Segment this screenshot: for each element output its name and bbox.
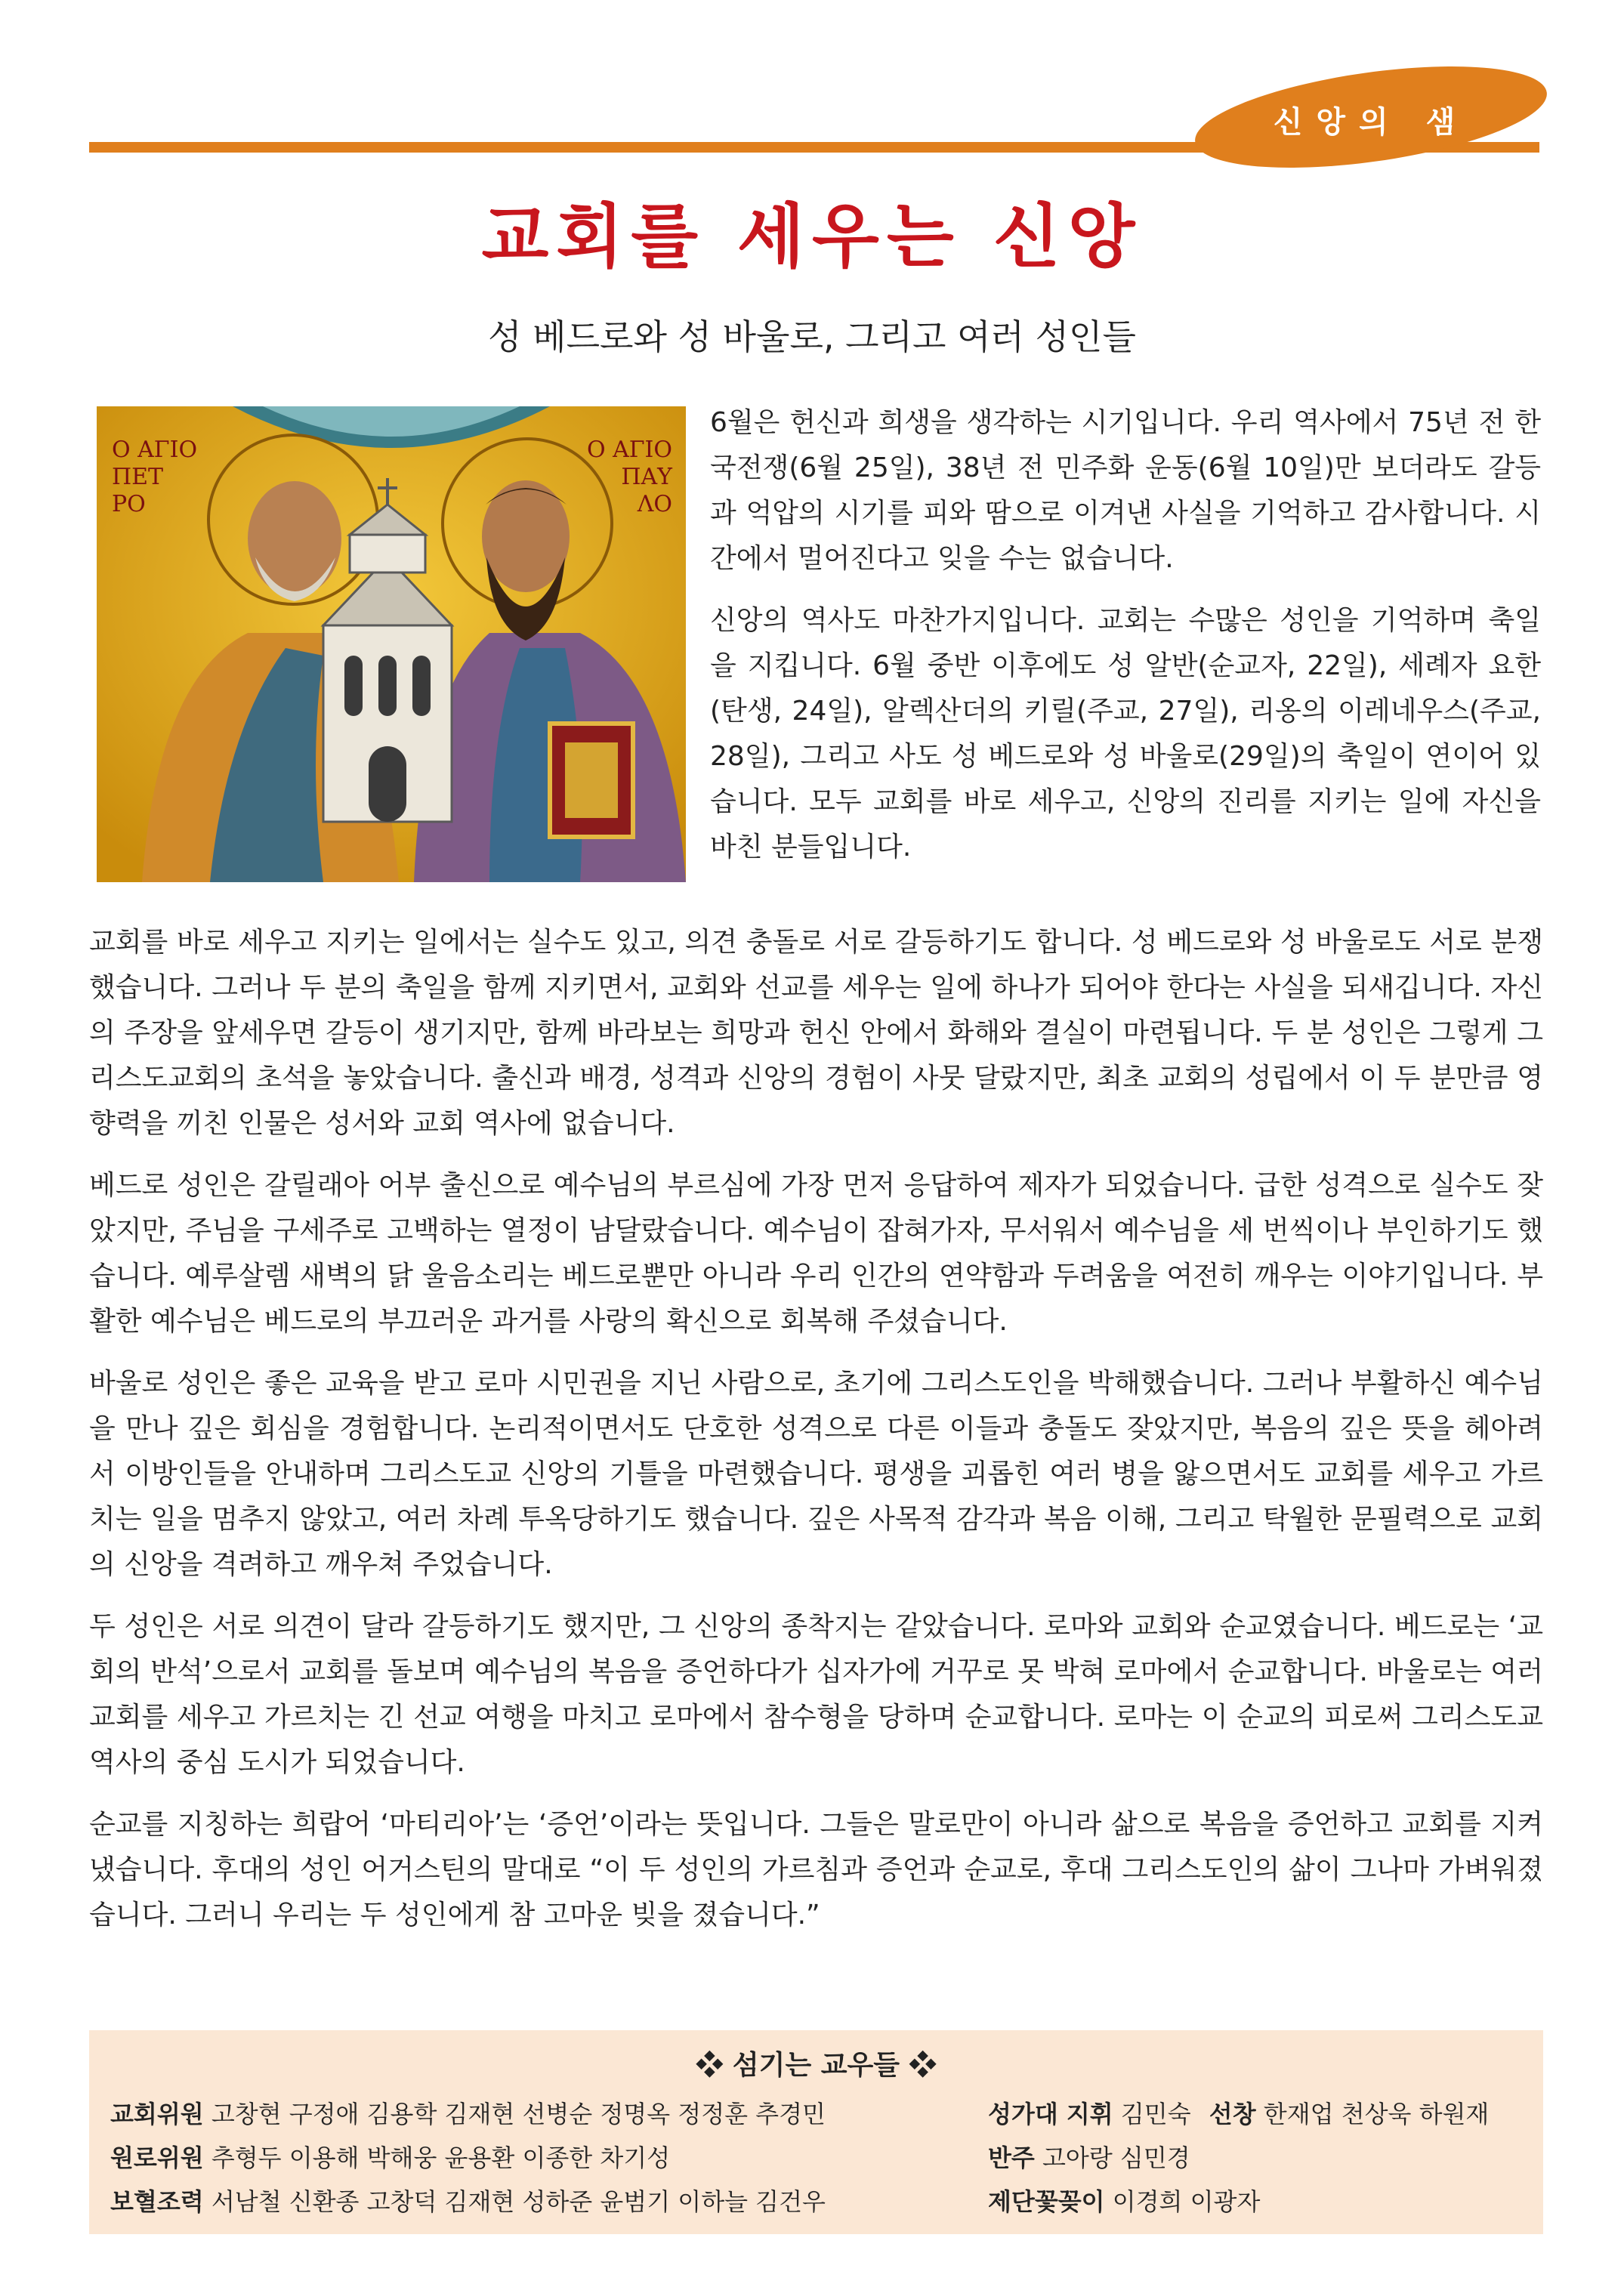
lead-paragraph: 6월은 헌신과 희생을 생각하는 시기입니다. 우리 역사에서 75년 전 한국전쟁(6월 25일), 38년 전 민주화 운동(6월 10일)만 보더라도 갈등과 억압의 시기를 피와 땀으로 이겨낸 사실을 기억하고 감사합니다. 시간에서 멀어진다고 잊을 수는 없습니다. bbox=[710, 407, 1541, 574]
minister-role: 선창 bbox=[1209, 2100, 1256, 2128]
body-paragraph: 바울로 성인은 좋은 교육을 받고 로마 시민권을 지닌 사람으로, 초기에 그리스도인을 박해했습니다. 그러나 부활하신 예수님을 만나 깊은 회심을 경험합니다. 논리적이면서도 단호한 성격으로 다른 이들과 충돌도 잦았지만, 복음의 깊은 뜻을 헤아려서 이방인들을 안내하며 그리스도교 신앙의 기틀을 마련했습니다. 평생을 괴롭힌 여러 병을 앓으면서도 교회를 세우고 가르치는 일을 멈추지 않았고, 여러 차례 투옥당하기도 했습니다. 깊은 사목적 감각과 복음 이해, 그리고 탁월한 문필력으로 교회의 신앙을 격려하고 깨우쳐 주었습니다. bbox=[89, 1368, 1543, 1580]
minister-role: 교회위원 bbox=[110, 2100, 204, 2128]
minister-names: 고아랑 심민경 bbox=[1042, 2144, 1190, 2172]
minister-names: 고창현 구정애 김용학 김재현 선병순 정명옥 정정훈 추경민 bbox=[211, 2100, 826, 2128]
minister-role: 제단꽃꽂이 bbox=[988, 2187, 1105, 2216]
minister-row bbox=[988, 2092, 1489, 2136]
minister-names: 추형두 이용해 박해웅 윤용환 이종한 차기성 bbox=[211, 2144, 671, 2172]
ministers-box bbox=[89, 2030, 1543, 2234]
body-paragraph: 두 성인은 서로 의견이 달라 갈등하기도 했지만, 그 신앙의 종착지는 같았습니다. 로마와 교회와 순교였습니다. 베드로는 ‘교회의 반석’으로서 교회를 돌보며 예수님의 복음을 증언하다가 십자가에 거꾸로 못 박혀 로마에서 순교합니다. 바울로는 여러 교회를 세우고 가르치는 긴 선교 여행을 마치고 로마에서 참수형을 당하며 순교합니다. 로마는 이 순교의 피로써 그리스도교 역사의 중심 도시가 되었습니다. bbox=[89, 1611, 1543, 1778]
ministers-left-column bbox=[110, 2092, 826, 2224]
minister-row bbox=[988, 2136, 1489, 2180]
minister-names: 이경희 이광자 bbox=[1112, 2187, 1261, 2216]
saints-icon-image bbox=[97, 406, 686, 882]
body-paragraph: 교회를 바로 세우고 지키는 일에서는 실수도 있고, 의견 충돌로 서로 갈등하기도 합니다. 성 베드로와 성 바울로도 서로 분쟁했습니다. 그러나 두 분의 축일을 함께 지키면서, 교회와 선교를 세우는 일에 하나가 되어야 한다는 사실을 되새깁니다. 자신의 주장을 앞세우면 갈등이 생기지만, 함께 바라보는 희망과 헌신 안에서 화해와 결실이 마련됩니다. 두 분 성인은 그렇게 그리스도교회의 초석을 놓았습니다. 출신과 배경, 성격과 신앙의 경험이 사뭇 달랐지만, 최초 교회의 성립에서 이 두 분만큼 영향력을 끼친 인물은 성서와 교회 역사에 없습니다. bbox=[89, 927, 1543, 1139]
minister-row bbox=[110, 2136, 826, 2180]
minister-names: 한재업 천상욱 하원재 bbox=[1263, 2100, 1490, 2128]
body-paragraph: 순교를 지칭하는 희랍어 ‘마티리아’는 ‘증언’이라는 뜻입니다. 그들은 말로만이 아니라 삶으로 복음을 증언하고 교회를 지켜냈습니다. 후대의 성인 어거스틴의 말대로 “이 두 성인의 가르침과 증언과 순교로, 후대 그리스도인의 삶이 그나마 가벼워졌습니다. 그러니 우리는 두 성인에게 참 고마운 빚을 졌습니다.” bbox=[89, 1809, 1543, 1931]
ministers-right-column bbox=[988, 2092, 1489, 2224]
left-inscription: Ο ΑΓΙΟ ΠΕΤ ΡΟ bbox=[112, 437, 198, 517]
minister-role: 원로위원 bbox=[110, 2144, 204, 2172]
lead-paragraph: 신앙의 역사도 마찬가지입니다. 교회는 수많은 성인을 기억하며 축일을 지킵니다. 6월 중반 이후에도 성 알반(순교자, 22일), 세례자 요한(탄생, 24일), 알렉산더의 키릴(주교, 27일), 리옹의 이레네우스(주교, 28일), 그리고 사도 성 베드로와 성 바울로(29일)의 축일이 연이어 있습니다. 모두 교회를 바로 세우고, 신앙의 진리를 지키는 일에 자신을 바친 분들입니다. bbox=[710, 605, 1541, 863]
lead-text bbox=[710, 400, 1541, 887]
minister-row bbox=[110, 2092, 826, 2136]
minister-role: 보혈조력 bbox=[110, 2187, 204, 2216]
minister-row bbox=[988, 2180, 1489, 2224]
article-body bbox=[89, 920, 1543, 1955]
right-inscription: Ο ΑΓΙΟ ΠΑΥ ΛΟ bbox=[586, 437, 672, 517]
body-paragraph: 베드로 성인은 갈릴래아 어부 출신으로 예수님의 부르심에 가장 먼저 응답하여 제자가 되었습니다. 급한 성격으로 실수도 잦았지만, 주님을 구세주로 고백하는 열정이 남달랐습니다. 예수님이 잡혀가자, 무서워서 예수님을 세 번씩이나 부인하기도 했습니다. 예루살렘 새벽의 닭 울음소리는 베드로뿐만 아니라 우리 인간의 연약함과 두려움을 여전히 깨우는 이야기입니다. 부활한 예수님은 베드로의 부끄러운 과거를 사랑의 확신으로 회복해 주셨습니다. bbox=[89, 1170, 1543, 1337]
article-subtitle: 성 베드로와 성 바울로, 그리고 여러 성인들 bbox=[488, 316, 1136, 357]
minister-names: 김민숙 bbox=[1120, 2100, 1191, 2128]
minister-names: 서남철 신환종 고창덕 김재현 성하준 윤범기 이하늘 김건우 bbox=[211, 2187, 826, 2216]
minister-row bbox=[110, 2180, 826, 2224]
minister-role: 반주 bbox=[988, 2144, 1035, 2172]
ministers-heading: ❖ 섬기는 교우들 ❖ bbox=[696, 2049, 937, 2081]
section-label: 신앙의 샘 bbox=[1273, 105, 1469, 140]
article-title: 교회를 세우는 신앙 bbox=[481, 196, 1143, 277]
minister-role: 성가대 지휘 bbox=[988, 2100, 1113, 2128]
